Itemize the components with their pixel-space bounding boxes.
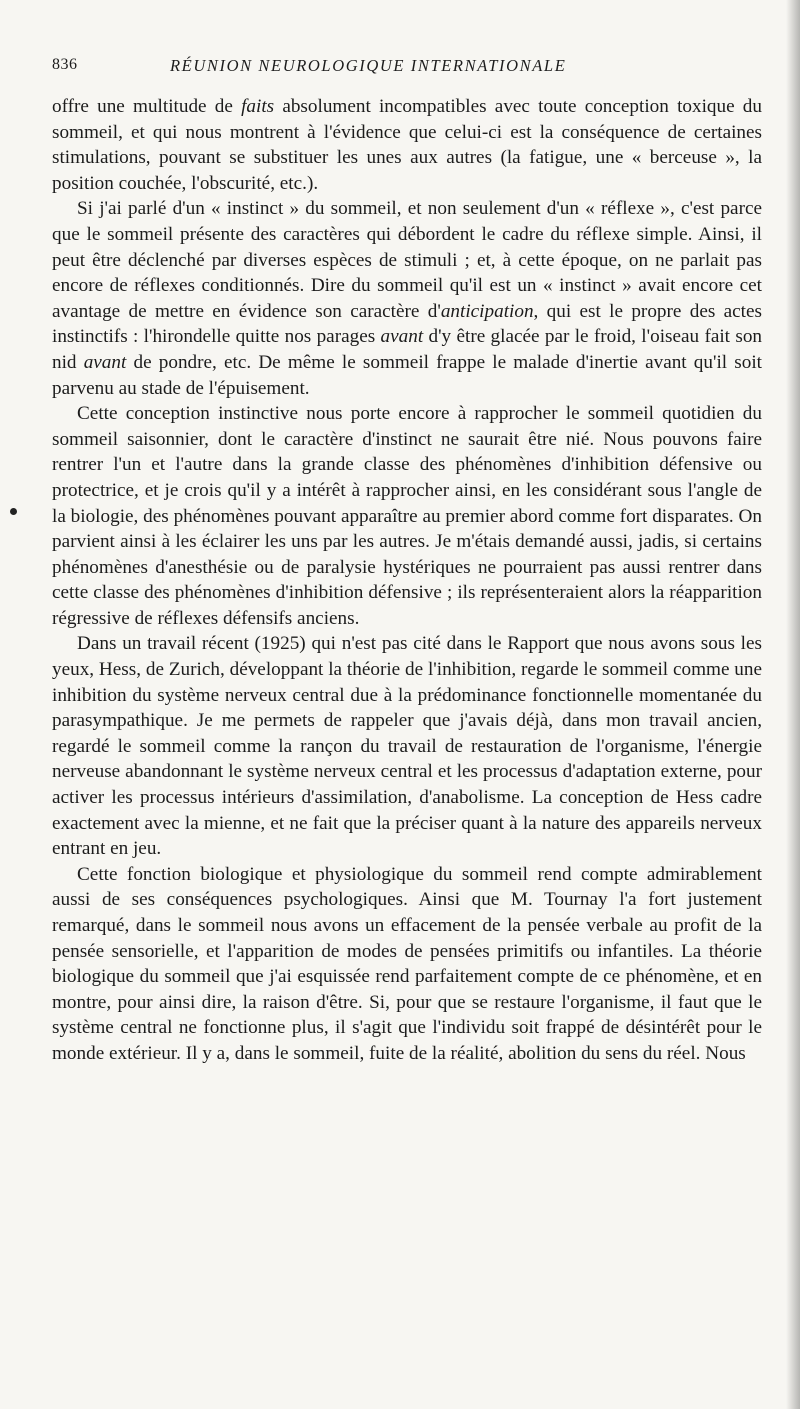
paragraph [52,196,762,401]
text-run: Cette conception instinctive nous porte encore à rapprocher le sommeil quotidien du sommeil saisonnier, dont le caractère d'instinct ne saurait être nié. Nous pouvons faire rentrer l'un et l'autre dans la grande classe des phénomènes d'inhibition défensive ou protectrice, et je crois qu'il y a intérêt à rapprocher ainsi, en les considérant sous l'angle de la biologie, des phénomènes pouvant apparaître au premier abord comme fort disparates. On parvient ainsi à les éclairer les uns par les autres. Je m'étais demandé aussi, jadis, si certains phénomènes d'anesthésie ou de paralysie hystériques ne pourraient pas aussi rentrer dans cette classe des phénomènes d'inhibition défensive ; ils représenteraient alors la réapparition régressive de réflexes défensifs anciens. [52,403,762,629]
paragraph [52,401,762,631]
page-number: 836 [52,56,78,73]
page-edge-shadow [786,0,800,1409]
text-run: offre une multitude de [52,96,242,117]
paragraph [52,862,762,1067]
text-run: , qui est le propre des actes instinctifs : l'hirondelle quitte nos parages [52,300,763,348]
italic-term: avant [380,326,424,348]
margin-dot-mark [10,508,17,515]
italic-term: avant [83,351,127,373]
text-run: Cette fonction biologique et physiologique du sommeil rend compte admirablement aussi de ses conséquences psychologiques. Ainsi que M. Tournay l'a fort justement remarqué, dans le sommeil nous avons un effacement de la pensée verbale au profit de la pensée sensorielle, et l'apparition de modes de pensées primitifs ou infantiles. La théorie biologique du sommeil que j'ai esquissée rend parfaitement compte de ce phénomène, et en montre, pour ainsi dire, la raison d'être. Si, pour que se restaure l'organisme, il faut que le système central ne fonctionne plus, il s'agit que l'individu soit frappé de désintérêt pour le monde extérieur. Il y a, dans le sommeil, fuite de la réalité, abolition du sens du réel. Nous [52,863,762,1064]
text-run: Si j'ai parlé d'un « instinct » du sommeil, et non seulement d'un « réflexe », c'est parce que le sommeil présente des caractères qui débordent le cadre du réflexe simple. Ainsi, il peut être déclenché par diverses espèces de stimuli ; et, à cette époque, on ne parlait pas encore de réflexes conditionnés. Dire du sommeil qu'il est un « instinct » avait encore cet avantage de mettre en évidence son caractère d' [52,198,762,322]
text-run: absolument incompatibles avec toute conception toxique du sommeil, et qui nous montrent à l'évidence que celui-ci est la conséquence de certaines stimulations, pouvant se substituer les unes aux autres (la fatigue, une « berceuse », la position couchée, l'obscurité, etc.). [52,96,762,194]
paragraph [52,631,762,861]
running-title: RÉUNION NEUROLOGIQUE INTERNATIONALE [170,56,567,75]
text-run: de pondre, etc. De même le sommeil frappe le malade d'inertie avant qu'il soit parvenu au stade de l'épuisement. [52,351,762,399]
text-run: Dans un travail récent (1925) qui n'est pas cité dans le Rapport que nous avons sous les yeux, Hess, de Zurich, développant la théorie de l'inhibition, regarde le sommeil comme une inhibition du système nerveux central due à la prédominance fonctionnelle momentanée du parasympathique. Je me permets de rappeler que j'avais déjà, dans mon travail ancien, regardé le sommeil comme la rançon du travail de restauration de l'organisme, l'énergie nerveuse abandonnant le système nerveux central et les processus d'adaptation externe, pour activer les processus intérieurs d'assimilation, d'anabolisme. La conception de Hess cadre exactement avec la mienne, et ne fait que la préciser quant à la nature des appareils nerveux entrant en jeu. [52,633,762,860]
text-run: d'y être glacée par le froid, l'oiseau fait son nid [52,326,763,373]
body-text [52,94,762,1067]
running-head [52,50,752,78]
paragraph [52,94,762,196]
italic-term: faits [241,96,275,117]
italic-term: anticipation [440,300,534,322]
